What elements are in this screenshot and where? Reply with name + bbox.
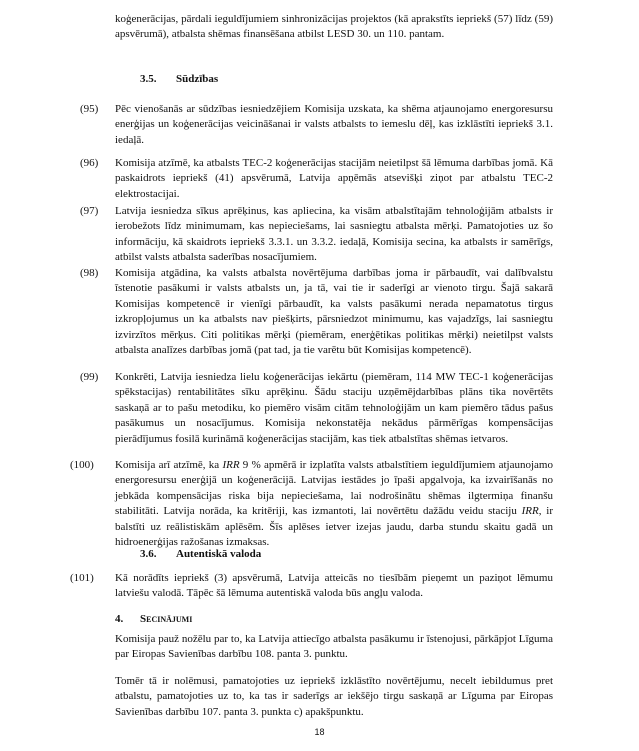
paragraph-text: Komisija arī atzīmē, ka — [115, 459, 223, 471]
section-title: Autentiskā valoda — [176, 548, 262, 560]
paragraph-98: Komisija atgādina, ka valsts atbalsta novērtējuma darbības joma ir pārbaudīt, vai dalībvalstu īstenotie pasākumi ir valsts atbalsts un, ja tā, vai tie ir saderīgi ar vienoto tirgu. Šajā sakarā Komisijas kompetencē ir vienīgi pārbaudīt, ka valsts pasākumi nerada nepamatotus tirgus izkropļojumus un ka atbalsts nav piešķirts, pārsniedzot minimumu, kas vajadzīgs, lai sasniegtu izvirzītos mērķus. Citi politikas mērķi (piemēram, enerģētikas politikas mērķi) neietilpst valsts atbalsta analīzes darbības jomā (pat tad, ja tie varētu būt Komisijas kompetencē). — [115, 267, 553, 357]
intro-paragraph: koģenerācijas, pārdali ieguldījumiem sinhronizācijas projektos (kā aprakstīts iepriekš (57) līdz (59) apsvērumā), atbalsta shēmas finansēšana atbilst LESD 30. un 110. pantam. — [115, 13, 553, 41]
paragraph-text: , ir balstīti uz reālistiskām aplēsēm. Šīs aplēses ietver izejas jaudu, darba stundu skaitu gadā un hidroenerģijas ražošanas izmaksas. — [115, 505, 553, 549]
conclusion-paragraph: Tomēr tā ir nolēmusi, pamatojoties uz iepriekš izklāstīto novērtējumu, necelt iebildumus pret atbalstu, pamatojoties uz to, ka tas ir saderīgs ar iekšējo tirgu saskaņā ar Līguma par Eiropas Savienības darbību 107. panta 3. punkta c) apakšpunktu. — [115, 675, 553, 718]
irr-term: IRR — [521, 505, 539, 518]
paragraph-97: Latvija iesniedza sīkus aprēķinus, kas apliecina, ka visām atbalstītajām tehnoloģijām atbalsts ir ierobežots līdz minimumam, kas nepieciešams, lai sasniegtu atbalsta mērķi. Pamatojoties uz šo informāciju, kā skaidrots iepriekš 3.3.1. un 3.3.2. iedaļā, Komisija secina, ka atbalsts ir samērīgs, atbilst valsts atbalsta saderības nosacījumiem. — [115, 205, 553, 264]
paragraph-95: Pēc vienošanās ar sūdzības iesniedzējiem Komisija uzskata, ka shēma atjaunojamo energoresursu enerģijas un koģenerācijas veicināšanai ir valsts atbalsts to iemeslu dēļ, kas izklāstīti iepriekš 3.1. iedaļā. — [115, 103, 553, 146]
paragraph-number: (97) — [80, 205, 99, 217]
page-number: 18 — [314, 727, 325, 737]
section-title: Sūdzības — [176, 73, 219, 85]
paragraph-96: Komisija atzīmē, ka atbalsts TEC-2 koģenerācijas stacijām neietilpst šā lēmuma darbības jomā. Kā paskaidrots iepriekš (41) apsvērumā, Latvija apņēmās atsevišķi ziņot par atbalstu TEC-2 elektrostacijai. — [115, 157, 553, 200]
section-title: Secinājumi — [140, 613, 193, 625]
section-heading-4 — [115, 612, 192, 627]
paragraph-number: (96) — [80, 157, 99, 169]
section-heading-3-5 — [140, 72, 218, 87]
paragraph-text: 9 % apmērā ir izplatīta valsts atbalstītiem ieguldījumiem atjaunojamo energoresursu enerģijā un koģenerācijā. Latvijas iestādes jo īpaši apgalvoja, ka izvairīšanās no jebkāda kompensācijas riska bija nepieciešama, lai nodrošinātu shēmas ilgtermiņa finanšu stabilitāti. Latvija norāda, ka kritēriji, kas izmantoti, lai novērtētu dažādu veidu staciju — [115, 459, 553, 518]
paragraph-99: Konkrēti, Latvija iesniedza lielu koģenerācijas iekārtu (piemēram, 114 MW TEC-1 koģenerācijas spēkstacijas) rentabilitātes sīku aprēķinu. Šādu staciju uzņēmējdarbības plāns tika novērtēts saskaņā ar to pašu metodiku, ko piemēro visām citām tehnoloģijām un kam piemēro tādus pašus pasākumus un nosacījumus. Komisija nekonstatēja nekādus pārmērīgas kompensācijas pierādījumus fosilā kurināmā koģenerācijas stacijām, kas tiek atbalstītas shēmas ietvaros. — [115, 371, 553, 445]
section-number: 3.5. — [140, 73, 157, 85]
conclusion-paragraph: Komisija pauž nožēlu par to, ka Latvija attiecīgo atbalsta pasākumu ir īstenojusi, pārkāpjot Līguma par Eiropas Savienības darbību 108. panta 3. punktu. — [115, 633, 553, 661]
paragraph-100 — [115, 458, 553, 550]
paragraph-number: (98) — [80, 267, 99, 279]
paragraph-number: (100) — [70, 459, 94, 471]
section-heading-3-6 — [140, 547, 261, 562]
paragraph-number: (99) — [80, 371, 99, 383]
irr-term: IRR — [222, 459, 240, 471]
paragraph-number: (95) — [80, 103, 99, 115]
paragraph-101: Kā norādīts iepriekš (3) apsvērumā, Latvija atteicās no tiesībām pieņemt un paziņot lēmumu latviešu valodā. Tāpēc šā lēmuma autentiskā valoda būs angļu valoda. — [115, 572, 553, 600]
section-number: 3.6. — [140, 548, 157, 560]
paragraph-number: (101) — [70, 572, 94, 584]
section-number: 4. — [115, 613, 124, 625]
